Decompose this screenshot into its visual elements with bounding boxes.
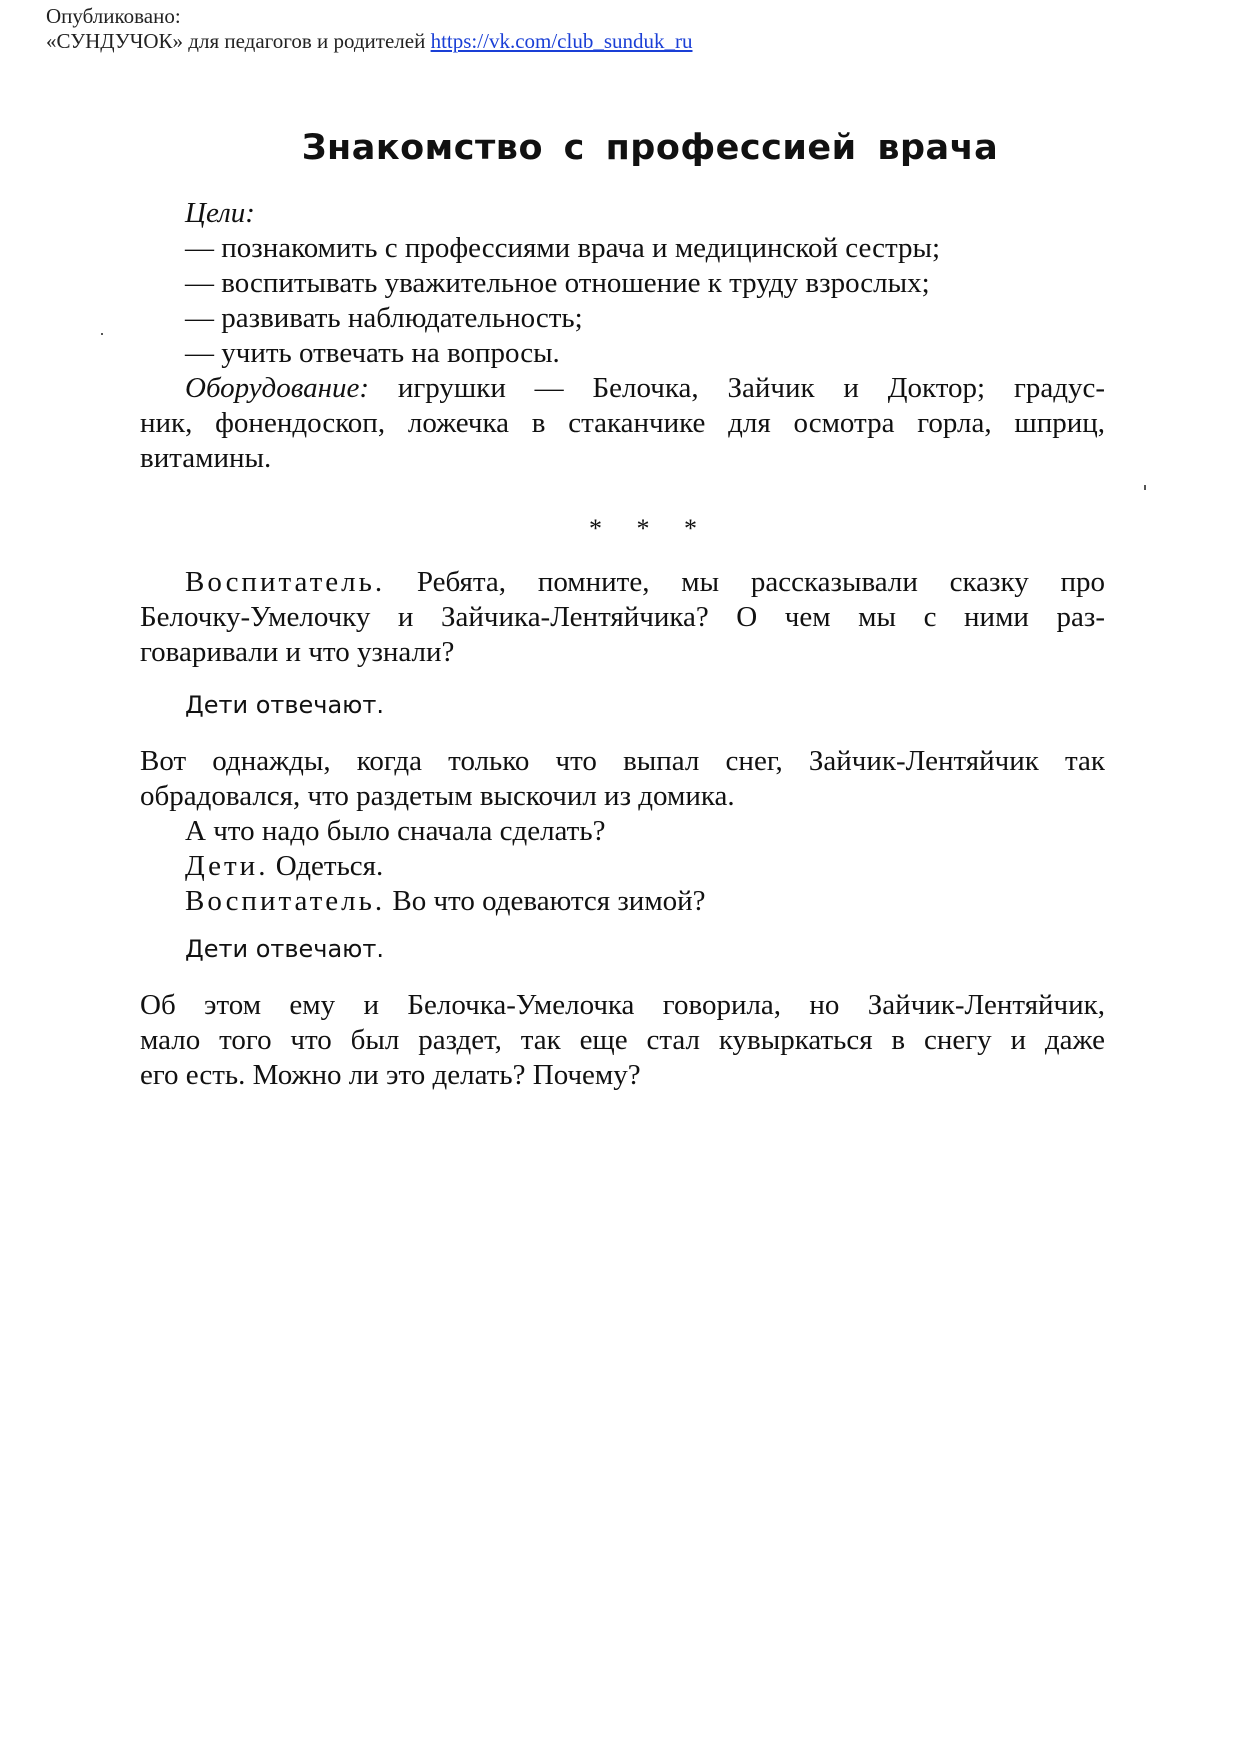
speaker-label: Воспитатель. bbox=[185, 885, 386, 917]
dialogue-text: Одеться. bbox=[268, 850, 384, 882]
goal-item: — развивать наблюдательность; bbox=[185, 302, 583, 334]
dialogue-line bbox=[140, 884, 1105, 919]
goals-section bbox=[140, 196, 1105, 476]
dialogue-part-1 bbox=[140, 565, 1105, 670]
dialogue-part-2 bbox=[140, 744, 1105, 919]
page-title: Знакомство с профессией врача bbox=[301, 128, 999, 168]
speaker-label: Дети. bbox=[185, 850, 269, 882]
dialogue-part-3 bbox=[140, 988, 1105, 1093]
equipment-text-3: витамины. bbox=[140, 442, 272, 474]
dialogue-line: Белочку-Умелочку и Зайчика-Лентяйчика? О чем мы с ними раз- bbox=[140, 601, 1105, 633]
published-label: Опубликовано: bbox=[46, 4, 181, 28]
dialogue-line: Об этом ему и Белочка-Умелочка говорила, но Зайчик-Лентяйчик, bbox=[140, 989, 1105, 1021]
dialogue-line: Вот однажды, когда только что выпал снег, Зайчик-Лентяйчик так bbox=[140, 745, 1105, 777]
dialogue-line: мало того что был раздет, так еще стал кувыркаться в снегу и даже bbox=[140, 1024, 1105, 1056]
dialogue-line: его есть. Можно ли это делать? Почему? bbox=[140, 1059, 641, 1091]
goal-item: — познакомить с профессиями врача и медицинской сестры; bbox=[185, 232, 941, 264]
speaker-label: Воспитатель. bbox=[185, 566, 386, 598]
source-text: «СУНДУЧОК» для педагогов и родителей bbox=[46, 29, 431, 53]
equipment-text-1: игрушки — Белочка, Зайчик и Доктор; градус- bbox=[369, 372, 1105, 404]
narration-text: Дети отвечают. bbox=[185, 935, 384, 963]
dialogue-line: А что надо было сначала сделать? bbox=[185, 815, 606, 847]
scan-speck bbox=[1144, 485, 1146, 490]
publication-header bbox=[46, 4, 693, 54]
dialogue-line bbox=[140, 565, 1105, 600]
narration-1 bbox=[140, 688, 1105, 723]
equipment-label: Оборудование: bbox=[185, 372, 370, 404]
dialogue-line: говаривали и что узнали? bbox=[140, 636, 455, 668]
source-line bbox=[46, 29, 693, 54]
source-link[interactable]: https://vk.com/club_sunduk_ru bbox=[430, 29, 693, 53]
dialogue-text: Ребята, помните, мы рассказывали сказку про bbox=[385, 566, 1105, 598]
section-separator: * * * bbox=[589, 514, 711, 543]
goal-item: — учить отвечать на вопросы. bbox=[185, 337, 560, 369]
scan-speck bbox=[101, 333, 103, 335]
dialogue-line bbox=[140, 849, 1105, 884]
narration-2 bbox=[140, 932, 1105, 967]
equipment-text-2: ник, фонендоскоп, ложечка в стаканчике для осмотра горла, шприц, bbox=[140, 407, 1105, 439]
goals-heading: Цели: bbox=[185, 197, 255, 229]
narration-text: Дети отвечают. bbox=[185, 691, 384, 719]
dialogue-line: обрадовался, что раздетым выскочил из домика. bbox=[140, 780, 735, 812]
equipment-line bbox=[140, 371, 1105, 406]
dialogue-text: Во что одеваются зимой? bbox=[385, 885, 706, 917]
goal-item: — воспитывать уважительное отношение к труду взрослых; bbox=[185, 267, 930, 299]
